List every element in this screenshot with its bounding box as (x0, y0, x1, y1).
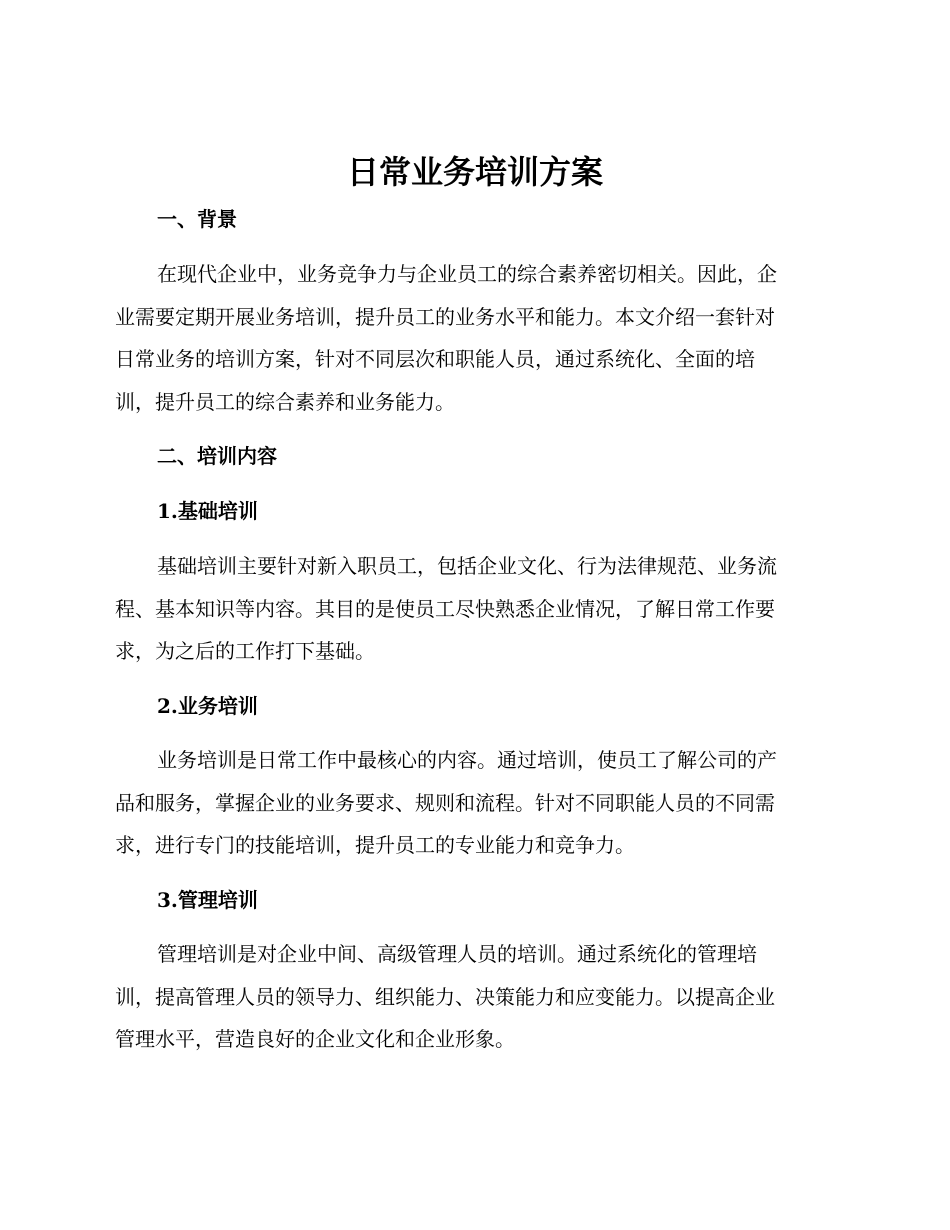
paragraph-line: 训，提升员工的综合素养和业务能力。 (115, 389, 455, 414)
paragraph-line: 业务培训是日常工作中最核心的内容。通过培训，使员工了解公司的产 (157, 748, 777, 772)
paragraph-line: 基础培训主要针对新入职员工，包括企业文化、行为法律规范、业务流 (157, 554, 777, 578)
document-title: 日常业务培训方案 (346, 153, 603, 191)
paragraph-line: 求，进行专门的技能培训，提升员工的专业能力和竞争力。 (115, 833, 635, 857)
paragraph-line: 品和服务，掌握企业的业务要求、规则和流程。针对不同职能人员的不同需 (115, 790, 775, 815)
paragraph-line: 程、基本知识等内容。其目的是使员工尽快熟悉企业情况，了解日常工作要 (115, 596, 775, 621)
basic-training-paragraph (115, 545, 829, 673)
management-training-paragraph (115, 933, 829, 1061)
paragraph-line: 训，提高管理人员的领导力、组织能力、决策能力和应变能力。以提高企业 (115, 984, 775, 1009)
paragraph-line: 日常业务的培训方案，针对不同层次和职能人员，通过系统化、全面的培 (115, 347, 755, 371)
paragraph-line: 管理培训是对企业中间、高级管理人员的培训。通过系统化的管理培 (157, 942, 757, 966)
subsection-heading-basic-training: 1.基础培训 (157, 499, 258, 523)
section-heading-content: 二、培训内容 (157, 444, 277, 468)
paragraph-line: 求，为之后的工作打下基础。 (115, 639, 375, 663)
subsection-heading-management-training: 3.管理培训 (157, 888, 258, 912)
paragraph-line: 管理水平，营造良好的企业文化和企业形象。 (115, 1027, 515, 1051)
paragraph-line: 业需要定期开展业务培训，提升员工的业务水平和能力。本文介绍一套针对 (115, 304, 775, 329)
paragraph-line: 在现代企业中，业务竞争力与企业员工的综合素养密切相关。因此，企 (157, 262, 777, 286)
subsection-heading-business-training: 2.业务培训 (157, 694, 258, 718)
business-training-paragraph (115, 739, 829, 867)
background-paragraph (115, 253, 829, 423)
section-heading-background: 一、背景 (157, 207, 237, 231)
